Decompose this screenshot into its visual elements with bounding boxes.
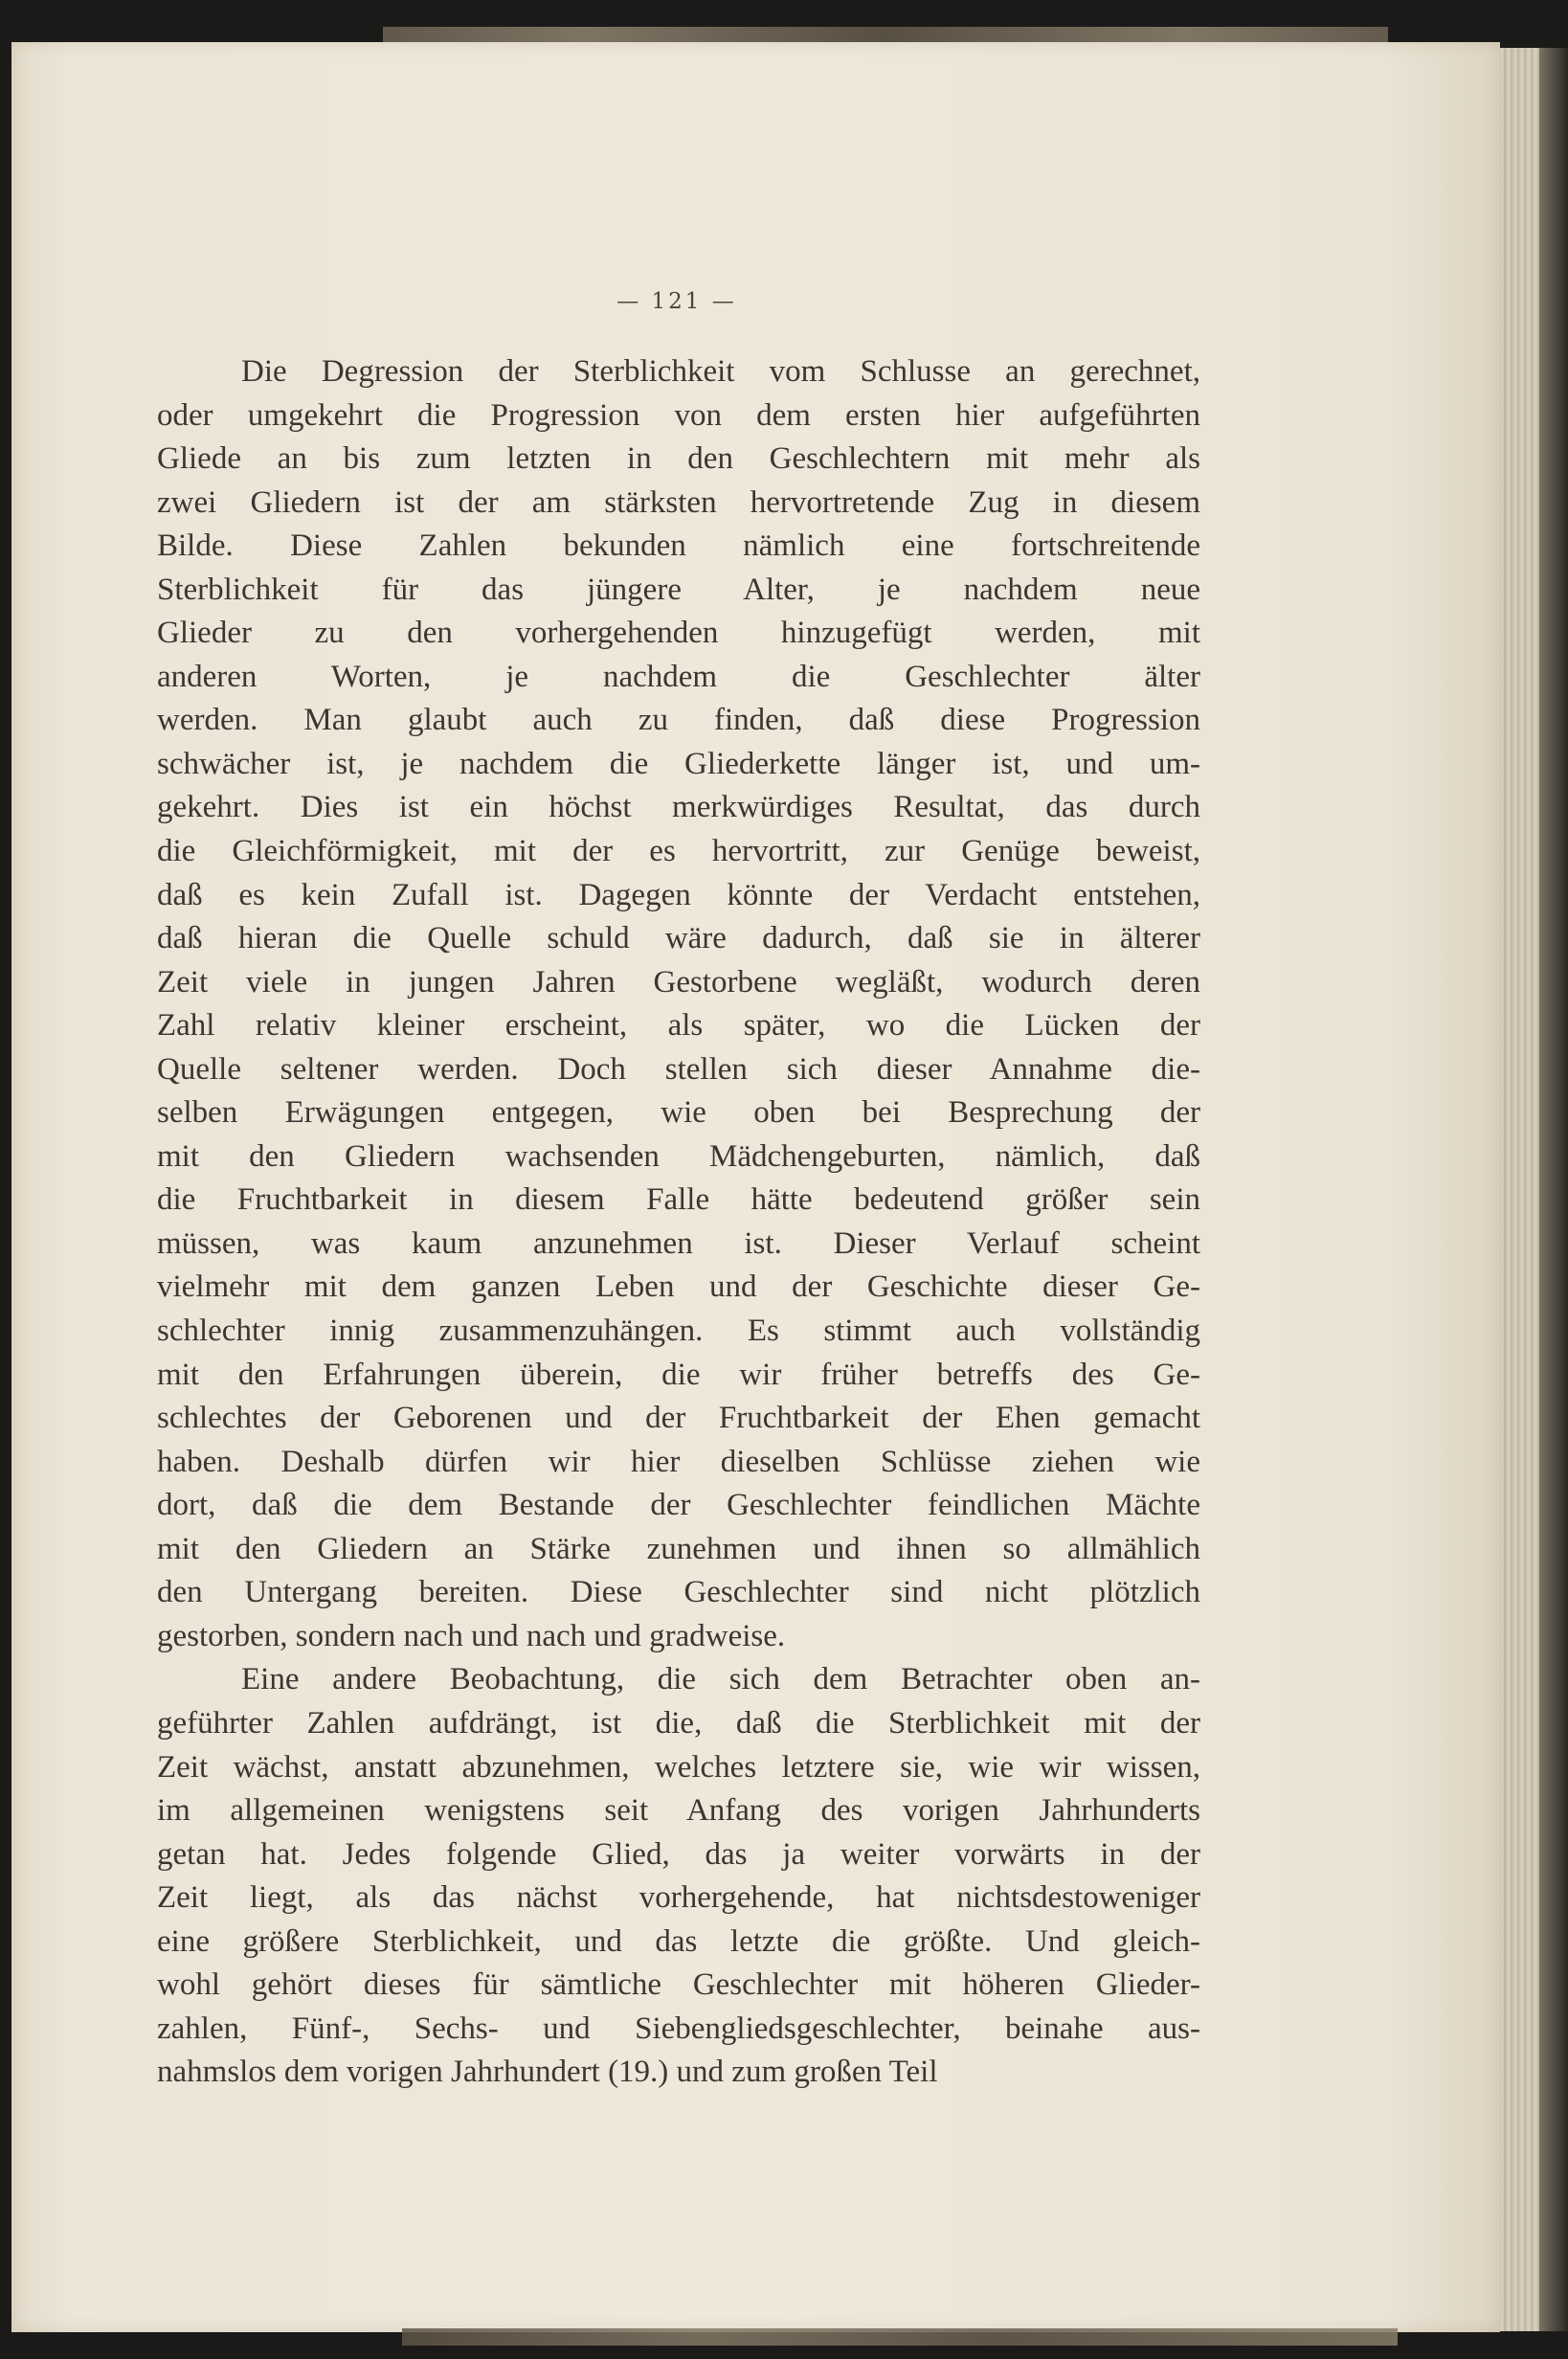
text-line: werden. Man glaubt auch zu finden, daß diese Progression (157, 703, 1200, 738)
text-line: die Gleichförmigkeit, mit der es hervortritt, zur Genüge beweist, (157, 834, 1200, 869)
text-line: Sterblichkeit für das jüngere Alter, je nachdem neue (157, 572, 1200, 607)
text-line: den Untergang bereiten. Diese Geschlechter sind nicht plötzlich (157, 1575, 1200, 1610)
body-text (157, 350, 1200, 2095)
text-line: mit den Gliedern wachsenden Mädchengeburten, nämlich, daß (157, 1138, 1200, 1174)
text-line: daß hieran die Quelle schuld wäre dadurch, daß sie in älterer (157, 921, 1200, 956)
text-line: Die Degression der Sterblichkeit vom Schlusse an gerechnet, (241, 354, 1200, 389)
paragraph (157, 350, 1200, 1658)
text-line: selben Erwägungen entgegen, wie oben bei Besprechung der (157, 1095, 1200, 1131)
text-line: schlechtes der Geborenen und der Fruchtbarkeit der Ehen gemacht (157, 1401, 1200, 1436)
text-line: mit den Erfahrungen überein, die wir früher betreffs des Ge- (157, 1357, 1200, 1392)
text-line: Zeit viele in jungen Jahren Gestorbene wegläßt, wodurch deren (157, 964, 1200, 1000)
paragraph (157, 1658, 1200, 2094)
text-line: Quelle seltener werden. Doch stellen sich dieser Annahme die- (157, 1051, 1200, 1087)
text-line: mit den Gliedern an Stärke zunehmen und ihnen so allmählich (157, 1531, 1200, 1566)
text-line: Zeit liegt, als das nächst vorhergehende, hat nichtsdestoweniger (157, 1880, 1200, 1916)
text-line: gekehrt. Dies ist ein höchst merkwürdiges Resultat, das durch (157, 790, 1200, 825)
page-number: — 121 — (616, 289, 737, 314)
text-line: im allgemeinen wenigstens seit Anfang des vorigen Jahrhunderts (157, 1793, 1200, 1829)
text-line: wohl gehört dieses für sämtliche Geschlechter mit höheren Glieder- (157, 1967, 1200, 2003)
text-line: zahlen, Fünf-, Sechs- und Siebengliedsgeschlechter, beinahe aus- (157, 2011, 1200, 2046)
text-line: Bilde. Diese Zahlen bekunden nämlich eine fortschreitende (157, 528, 1200, 564)
text-line: geführter Zahlen aufdrängt, ist die, daß die Sterblichkeit mit der (157, 1705, 1200, 1741)
text-line: schwächer ist, je nachdem die Gliederkette länger ist, und um- (157, 746, 1200, 781)
text-line: nahmslos dem vorigen Jahrhundert (19.) und zum großen Teil (157, 2055, 938, 2090)
text-line: Gliede an bis zum letzten in den Geschlechtern mit mehr als (157, 441, 1200, 477)
text-line: gestorben, sondern nach und nach und gradweise. (157, 1618, 786, 1653)
book-page (11, 42, 1500, 2332)
text-line: dort, daß die dem Bestande der Geschlechter feindlichen Mächte (157, 1488, 1200, 1523)
text-line: oder umgekehrt die Progression von dem ersten hier aufgeführten (157, 397, 1200, 433)
text-line: anderen Worten, je nachdem die Geschlechter älter (157, 659, 1200, 694)
book-bottom-edge (402, 2328, 1398, 2346)
text-line: Glieder zu den vorhergehenden hinzugefügt werden, mit (157, 616, 1200, 651)
text-line: vielmehr mit dem ganzen Leben und der Geschichte dieser Ge- (157, 1269, 1200, 1305)
text-line: Zahl relativ kleiner erscheint, als später, wo die Lücken der (157, 1008, 1200, 1044)
text-line: eine größere Sterblichkeit, und das letzte die größte. Und gleich- (157, 1923, 1200, 1959)
text-line: schlechter innig zusammenzuhängen. Es stimmt auch vollständig (157, 1314, 1200, 1349)
text-line: haben. Deshalb dürfen wir hier dieselben Schlüsse ziehen wie (157, 1444, 1200, 1479)
text-line: Eine andere Beobachtung, die sich dem Betrachter oben an- (241, 1662, 1200, 1697)
text-line: müssen, was kaum anzunehmen ist. Dieser Verlauf scheint (157, 1225, 1200, 1261)
page-stack-shadow (1539, 48, 1568, 2331)
text-line: die Fruchtbarkeit in diesem Falle hätte bedeutend größer sein (157, 1182, 1200, 1218)
text-line: getan hat. Jedes folgende Glied, das ja weiter vorwärts in der (157, 1836, 1200, 1872)
text-line: zwei Gliedern ist der am stärksten hervortretende Zug in diesem (157, 484, 1200, 520)
text-line: daß es kein Zufall ist. Dagegen könnte der Verdacht entstehen, (157, 877, 1200, 912)
text-line: Zeit wächst, anstatt abzunehmen, welches letztere sie, wie wir wissen, (157, 1749, 1200, 1785)
